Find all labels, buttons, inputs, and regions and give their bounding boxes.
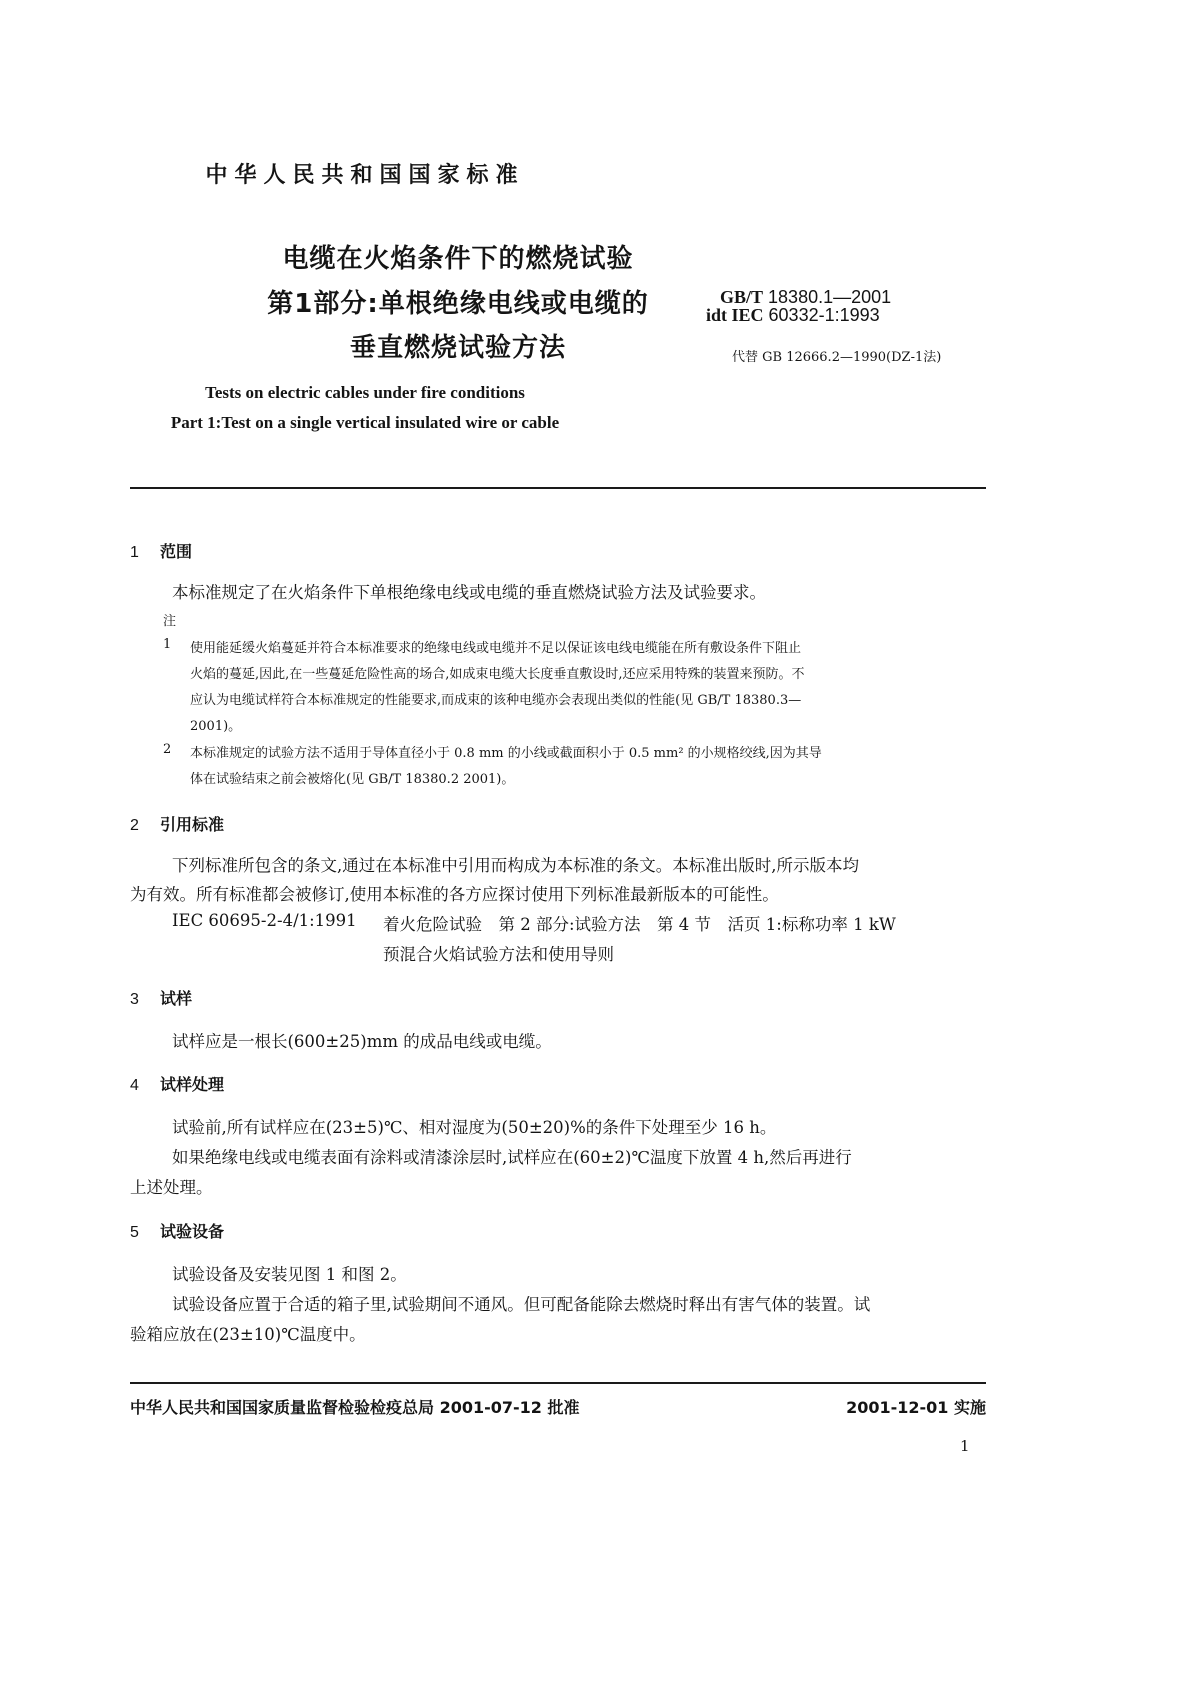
idt-reference (706, 305, 880, 326)
reference-title: 着火危险试验 第 2 部分:试验方法 第 4 节 活页 1:标称功率 1 kW (383, 915, 896, 934)
section-3-body: 试样应是一根长(600±25)mm 的成品电线或电缆。 (172, 1032, 552, 1051)
section-number: 1 (130, 544, 139, 561)
note-1-line: 应认为电缆试样符合本标准规定的性能要求,而成束的该种电缆亦会表现出类似的性能(见 GB/T 18380.3— (190, 693, 802, 708)
idt-number: 60332-1:1993 (768, 305, 880, 325)
note-2-line: 体在试验结束之前会被熔化(见 GB/T 18380.2 2001)。 (190, 772, 515, 787)
reference-code: IEC 60695-2-4/1:1991 (172, 911, 357, 930)
section-5-line: 试验设备应置于合适的箱子里,试验期间不通风。但可配备能除去燃烧时释出有害气体的装置。试 (172, 1295, 871, 1314)
section-4-line: 上述处理。 (130, 1178, 213, 1197)
section-number: 4 (130, 1077, 139, 1094)
title-cn-line-3: 垂直燃烧试验方法 (349, 333, 566, 363)
note-2-line: 本标准规定的试验方法不适用于导体直径小于 0.8 mm 的小线或截面积小于 0.5 mm² 的小规格绞线,因为其导 (190, 746, 822, 761)
title-en-line-2: Part 1:Test on a single vertical insulated wire or cable (170, 413, 560, 432)
section-number: 5 (130, 1224, 139, 1241)
note-1-line: 使用能延缓火焰蔓延并符合本标准要求的绝缘电线或电缆并不足以保证该电线电缆能在所有敷设条件下阻止 (190, 641, 802, 656)
note-label: 注 (163, 614, 177, 629)
section-1-body: 本标准规定了在火焰条件下单根绝缘电线或电缆的垂直燃烧试验方法及试验要求。 (172, 583, 766, 602)
implementation-date: 2001-12-01 实施 (846, 1398, 986, 1417)
note-2-number: 2 (163, 742, 172, 757)
section-title: 试样处理 (160, 1075, 225, 1094)
section-2-line: 为有效。所有标准都会被修订,使用本标准的各方应探讨使用下列标准最新版本的可能性。 (130, 885, 779, 904)
section-4-line: 试验前,所有试样应在(23±5)℃、相对湿度为(50±20)%的条件下处理至少 16 h。 (172, 1118, 777, 1137)
section-2-heading (130, 812, 224, 835)
approval-line: 中华人民共和国国家质量监督检验检疫总局 2001-07-12 批准 (130, 1398, 580, 1417)
national-standard-heading: 中华人民共和国国家标准 (205, 163, 525, 188)
section-2-line: 下列标准所包含的条文,通过在本标准中引用而构成为本标准的条文。本标准出版时,所示版本均 (172, 856, 859, 875)
standard-number-prefix: GB/T (720, 287, 764, 307)
section-4-line: 如果绝缘电线或电缆表面有涂料或清漆涂层时,试样应在(60±2)℃温度下放置 4 h,然后再进行 (172, 1148, 852, 1167)
standard-number-value: 18380.1—2001 (768, 287, 892, 307)
title-en-line-1: Tests on electric cables under fire conditions (205, 383, 525, 402)
section-number: 2 (130, 817, 139, 834)
section-title: 试样 (160, 989, 193, 1008)
section-title: 引用标准 (160, 815, 225, 834)
note-1-line: 火焰的蔓延,因此,在一些蔓延危险性高的场合,如成束电缆大长度垂直敷设时,还应采用特殊的装置来预防。不 (190, 667, 805, 682)
footer-divider (130, 1382, 986, 1384)
page-number: 1 (960, 1437, 970, 1455)
idt-prefix: idt IEC (706, 305, 764, 325)
replaces-standard: 代替 GB 12666.2—1990(DZ-1法) (732, 350, 942, 365)
section-5-line: 验箱应放在(23±10)℃温度中。 (130, 1325, 366, 1344)
section-3-heading (130, 986, 192, 1009)
section-title: 试验设备 (160, 1222, 225, 1241)
reference-title-cont: 预混合火焰试验方法和使用导则 (383, 945, 614, 964)
section-number: 3 (130, 991, 139, 1008)
header-divider (130, 487, 986, 489)
note-1-line: 2001)。 (190, 719, 242, 734)
section-5-heading (130, 1219, 224, 1242)
section-title: 范围 (160, 542, 193, 561)
note-1-number: 1 (163, 637, 172, 652)
title-cn-line-2: 第1部分:单根绝缘电线或电缆的 (267, 289, 649, 319)
section-5-line: 试验设备及安装见图 1 和图 2。 (172, 1265, 407, 1284)
section-1-heading (130, 539, 192, 562)
section-4-heading (130, 1072, 224, 1095)
title-cn-line-1: 电缆在火焰条件下的燃烧试验 (282, 244, 634, 274)
